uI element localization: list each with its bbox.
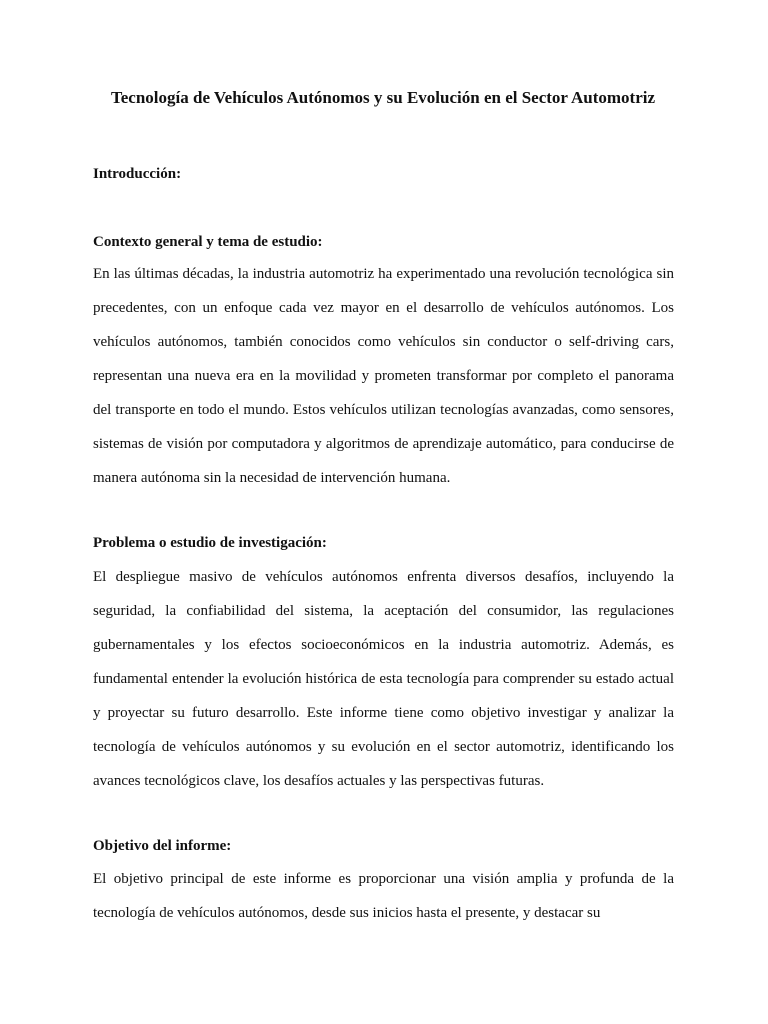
section-heading-objetivo: Objetivo del informe: [93, 838, 232, 854]
section-paragraph-contexto: En las últimas décadas, la industria automotriz ha experimentado una revolución tecnológica sin precedentes, con un enfoque cada vez mayor en el desarrollo de vehículos autónomos. Los vehículos autónomos, también conocidos como vehículos sin conductor o self-driving cars, representan una nueva era en la movilidad y prometen transformar por completo el panorama del transporte en todo el mundo. Estos vehículos utilizan tecnologías avanzadas, como sensores, sistemas de visión por computadora y algoritmos de aprendizaje automático, para conducirse de manera autónoma sin la necesidad de intervención humana. [93, 266, 674, 486]
section-heading-problema: Problema o estudio de investigación: [93, 535, 327, 551]
section-heading-contexto: Contexto general y tema de estudio: [93, 234, 323, 250]
section-heading-introduccion: Introducción: [93, 166, 182, 182]
document-title: Tecnología de Vehículos Autónomos y su Evolución en el Sector Automotriz [110, 88, 656, 107]
section-paragraph-problema: El despliegue masivo de vehículos autónomos enfrenta diversos desafíos, incluyendo la seguridad, la confiabilidad del sistema, la aceptación del consumidor, las regulaciones gubernamentales y los efectos socioeconómicos en la industria automotriz. Además, es fundamental entender la evolución histórica de esta tecnología para comprender su estado actual y proyectar su futuro desarrollo. Este informe tiene como objetivo investigar y analizar la tecnología de vehículos autónomos y su evolución en el sector automotriz, identificando los avances tecnológicos clave, los desafíos actuales y las perspectivas futuras. [93, 569, 674, 789]
section-paragraph-objetivo: El objetivo principal de este informe es proporcionar una visión amplia y profunda de la tecnología de vehículos autónomos, desde sus inicios hasta el presente, y destacar su [93, 871, 674, 921]
